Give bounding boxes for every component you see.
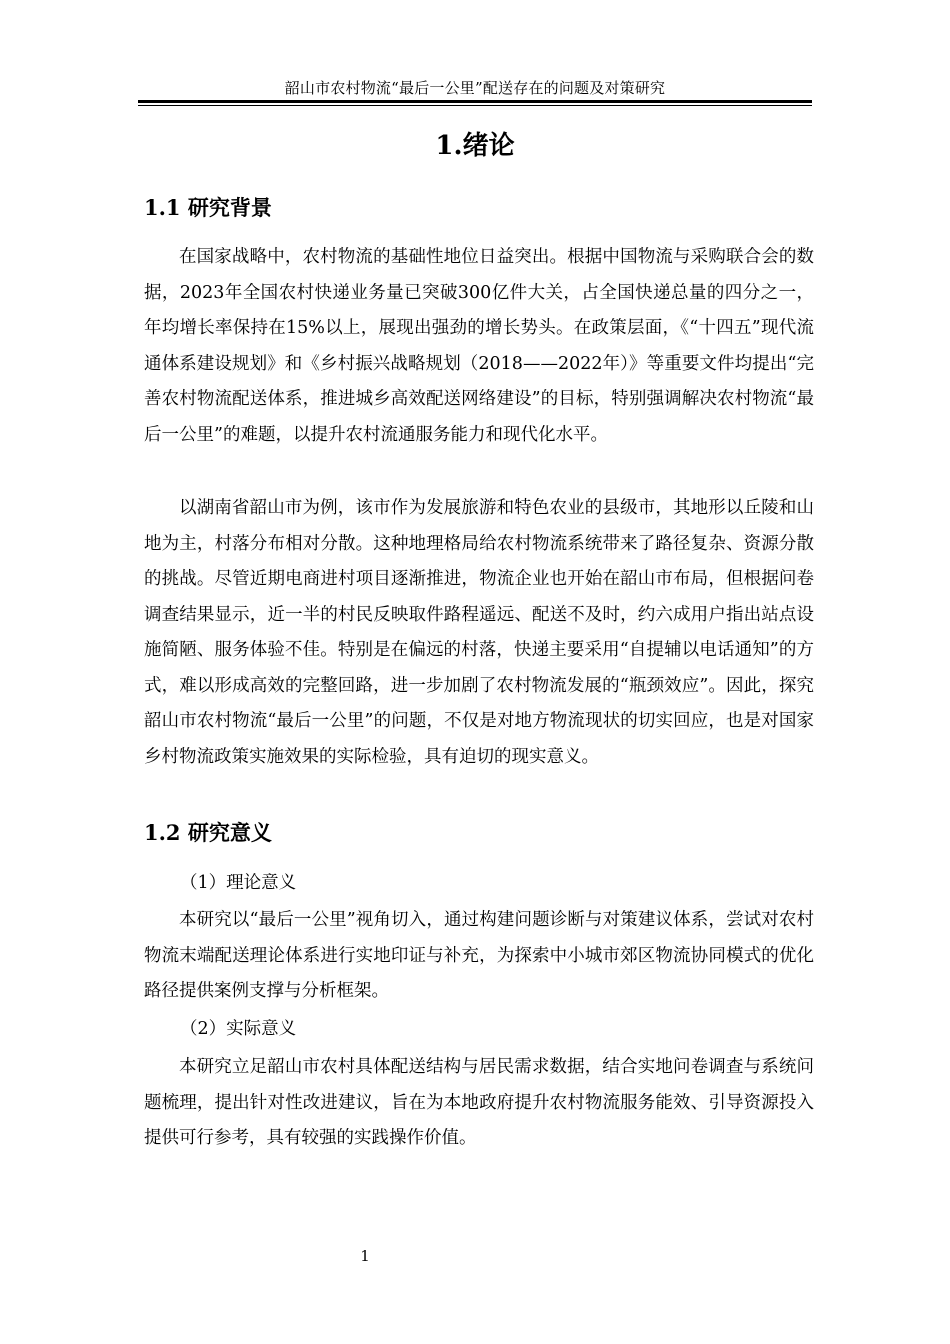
paragraph-practical: 本研究立足韶山市农村具体配送结构与居民需求数据，结合实地问卷调查与系统问题梳理，提出针对性改进建议，旨在为本地政府提升农村物流服务能效、引导资源投入提供可行参考，具有较强的实践操作价值。 (144, 1057, 814, 1148)
chapter-title: 1.绪论 (435, 131, 515, 161)
page-number: 1 (360, 1247, 370, 1265)
subsection-label-practical: （2）实际意义 (180, 1019, 297, 1039)
paragraph-background-2: 以湖南省韶山市为例，该市作为发展旅游和特色农业的县级市，其地形以丘陵和山地为主，村落分布相对分散。这种地理格局给农村物流系统带来了路径复杂、资源分散的挑战。尽管近期电商进村项目逐渐推进，物流企业也开始在韶山市布局，但根据问卷调查结果显示，近一半的村民反映取件路程遥远、配送不及时，约六成用户指出站点设施简陋、服务体验不佳。特别是在偏远的村落，快递主要采用“自提辅以电话通知”的方式，难以形成高效的完整回路，进一步加剧了农村物流发展的“瓶颈效应”。因此，探究韶山市农村物流“最后一公里”的问题，不仅是对地方物流现状的切实回应，也是对国家乡村物流政策实施效果的实际检验，具有迫切的现实意义。 (144, 498, 814, 767)
paragraph-theoretical: 本研究以“最后一公里”视角切入，通过构建问题诊断与对策建议体系，尝试对农村物流末端配送理论体系进行实地印证与补充，为探索中小城市郊区物流协同模式的优化路径提供案例支撑与分析框架。 (144, 910, 814, 1001)
header-rule-secondary (138, 105, 812, 106)
paragraph-background-1: 在国家战略中，农村物流的基础性地位日益突出。根据中国物流与采购联合会的数据，2023年全国农村快递业务量已突破300亿件大关，占全国快递总量的四分之一，年均增长率保持在15%以上，展现出强劲的增长势头。在政策层面，《“十四五”现代流通体系建设规划》和《乡村振兴战略规划（2018——2022年）》等重要文件均提出“完善农村物流配送体系，推进城乡高效配送网络建设”的目标，特别强调解决农村物流“最后一公里”的难题，以提升农村流通服务能力和现代化水平。 (144, 247, 814, 445)
header-rule (138, 100, 812, 103)
section-heading-background: 1.1 研究背景 (144, 195, 272, 220)
running-header: 韶山市农村物流“最后一公里”配送存在的问题及对策研究 (284, 79, 666, 97)
section-heading-significance: 1.2 研究意义 (144, 820, 272, 845)
subsection-label-theoretical: （1）理论意义 (180, 873, 297, 893)
